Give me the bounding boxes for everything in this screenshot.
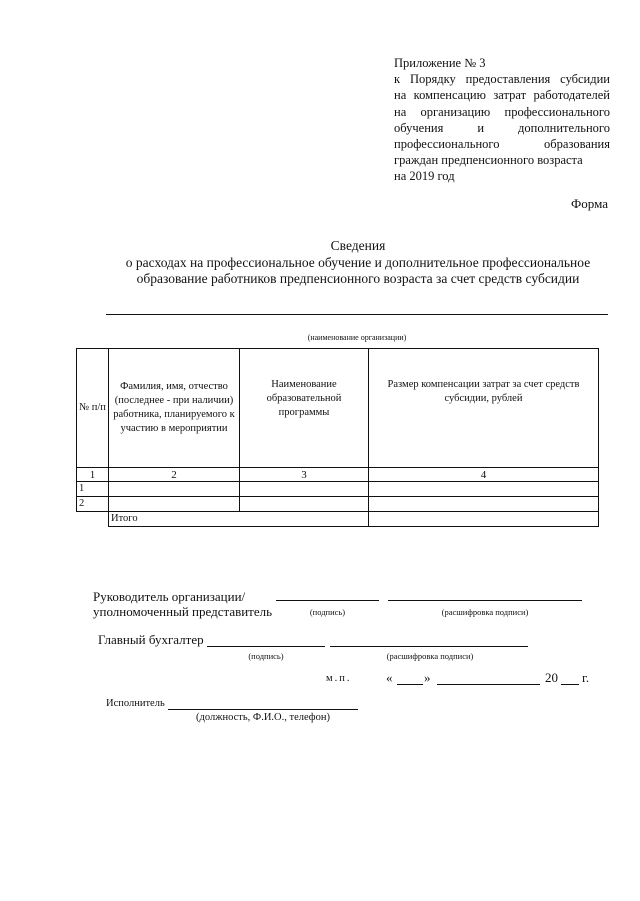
title-line: образование работников предпенсионного возраста за счет средств субсидии (136, 271, 580, 286)
date-open-quote: « (386, 670, 393, 685)
total-row (77, 512, 599, 527)
executor-line (168, 709, 358, 710)
date-month-line (437, 684, 540, 685)
appendix-line: на 2019 год (394, 169, 455, 184)
column-number: 1 (77, 468, 109, 482)
executor-label: Исполнитель (106, 698, 165, 709)
head-title-line1: Руководитель организации/ (93, 589, 246, 604)
table-cell: 1 (77, 482, 109, 497)
header-cell-full-name: Фамилия, имя, отчество (последнее - при наличии) работника, планируемого к участию в мероприятии (109, 349, 240, 468)
accountant-signature-line (207, 646, 325, 647)
table-cell (369, 497, 599, 512)
table-cell: 2 (77, 497, 109, 512)
column-number: 3 (240, 468, 369, 482)
appendix-line: на организацию профессионального (394, 104, 610, 119)
stamp-place: м.п. (326, 673, 352, 684)
column-number: 2 (109, 468, 240, 482)
appendix-line: к Порядку предоставления субсидии (394, 72, 610, 87)
column-number-row (77, 468, 599, 482)
table-header-row (77, 349, 599, 468)
head-decoding-line (388, 600, 582, 601)
date-year-suffix: г. (582, 670, 590, 685)
appendix-line: граждан предпенсионного возраста (394, 153, 583, 168)
head-signature-caption: (подпись) (309, 607, 346, 617)
expenses-table (76, 348, 599, 527)
accountant-decoding-caption: (расшифровка подписи) (386, 651, 474, 661)
appendix-reference (394, 55, 610, 185)
appendix-line: Приложение № 3 (394, 56, 486, 70)
table-cell (109, 482, 240, 497)
total-label: Итого (109, 512, 369, 527)
table-row (77, 482, 599, 497)
table-row (77, 497, 599, 512)
appendix-line: на компенсацию затрат работодателей (394, 88, 610, 103)
table-cell (240, 497, 369, 512)
column-number: 4 (369, 468, 599, 482)
head-signature-line (276, 600, 379, 601)
title-line: о расходах на профессиональное обучение и дополнительное профессиональное (125, 254, 591, 270)
accountant-decoding-line (330, 646, 528, 647)
document-title (100, 238, 616, 288)
organization-name-line (106, 314, 608, 315)
date-day-line (397, 684, 423, 685)
total-value (369, 512, 599, 527)
title-heading: Сведения (330, 238, 386, 253)
header-cell-compensation: Размер компенсации затрат за счет средств субсидии, рублей (369, 349, 599, 468)
date-close-quote: » (424, 670, 431, 685)
head-decoding-caption: (расшифровка подписи) (441, 607, 529, 617)
table-cell (369, 482, 599, 497)
appendix-line: обучения и дополнительного (394, 120, 610, 135)
header-cell-program: Наименование образовательной программы (240, 349, 369, 468)
form-label: Форма (571, 196, 608, 211)
organization-name-caption: (наименование организации) (307, 333, 407, 342)
appendix-line: профессионального образования (394, 137, 610, 152)
table-cell (109, 497, 240, 512)
date-year-line (561, 684, 579, 685)
executor-caption: (должность, Ф.И.О., телефон) (196, 712, 330, 723)
accountant-signature-caption: (подпись) (248, 651, 284, 661)
header-cell-number: № п/п (77, 349, 109, 468)
date-year-prefix: 20 (545, 670, 558, 685)
total-empty-cell (77, 512, 109, 527)
table-cell (240, 482, 369, 497)
head-title-line2: уполномоченный представитель (93, 604, 273, 619)
accountant-label: Главный бухгалтер (98, 632, 204, 647)
